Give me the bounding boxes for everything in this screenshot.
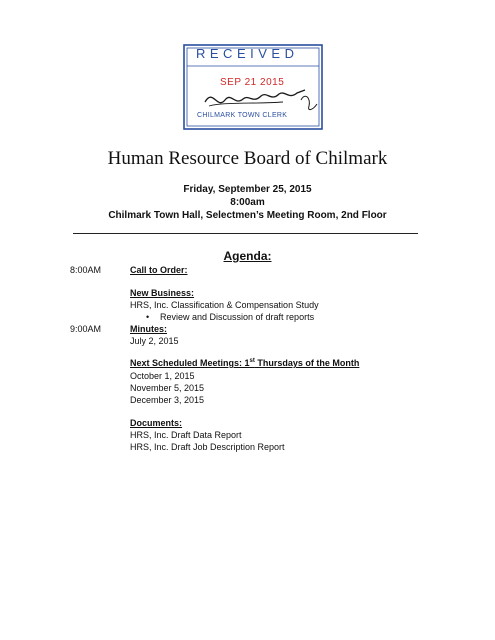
meeting-time: 8:00am bbox=[230, 197, 265, 208]
next-meetings-label bbox=[130, 358, 359, 368]
new-business-label: New Business: bbox=[130, 288, 195, 298]
next-meetings-label-sup: st bbox=[249, 358, 255, 364]
stamp-org: CHILMARK TOWN CLERK bbox=[197, 112, 288, 119]
document-item: HRS, Inc. Draft Job Description Report bbox=[130, 442, 285, 452]
document-title: Human Resource Board of Chilmark bbox=[107, 148, 388, 169]
agenda-heading: Agenda: bbox=[223, 249, 272, 263]
new-business-sub-item: Review and Discussion of draft reports bbox=[160, 312, 315, 322]
next-meetings-label-suffix: Thursdays of the Month bbox=[254, 358, 360, 368]
received-stamp bbox=[183, 44, 323, 130]
time-minutes: 9:00AM bbox=[70, 324, 102, 334]
bullet-marker: • bbox=[146, 312, 150, 322]
meeting-location: Chilmark Town Hall, Selectmen’s Meeting Room, 2nd Floor bbox=[108, 210, 387, 221]
new-business-item: HRS, Inc. Classification & Compensation Study bbox=[130, 300, 319, 310]
meeting-date-item: October 1, 2015 bbox=[130, 371, 195, 381]
meeting-date-item: December 3, 2015 bbox=[130, 395, 205, 405]
call-to-order-label: Call to Order: bbox=[130, 265, 188, 275]
minutes-label: Minutes: bbox=[130, 324, 167, 334]
stamp-received-text: RECEIVED bbox=[196, 46, 299, 61]
documents-label: Documents: bbox=[130, 418, 183, 428]
signature-mark bbox=[205, 90, 305, 103]
meeting-date-item: November 5, 2015 bbox=[130, 383, 205, 393]
stamp-date: SEP 21 2015 bbox=[220, 77, 285, 88]
meeting-date: Friday, September 25, 2015 bbox=[183, 184, 312, 195]
next-meetings-label-prefix: Next Scheduled Meetings: 1 bbox=[130, 358, 250, 368]
minutes-item: July 2, 2015 bbox=[130, 336, 179, 346]
time-call-to-order: 8:00AM bbox=[70, 265, 102, 275]
document-item: HRS, Inc. Draft Data Report bbox=[130, 430, 242, 440]
header-divider bbox=[73, 233, 418, 234]
